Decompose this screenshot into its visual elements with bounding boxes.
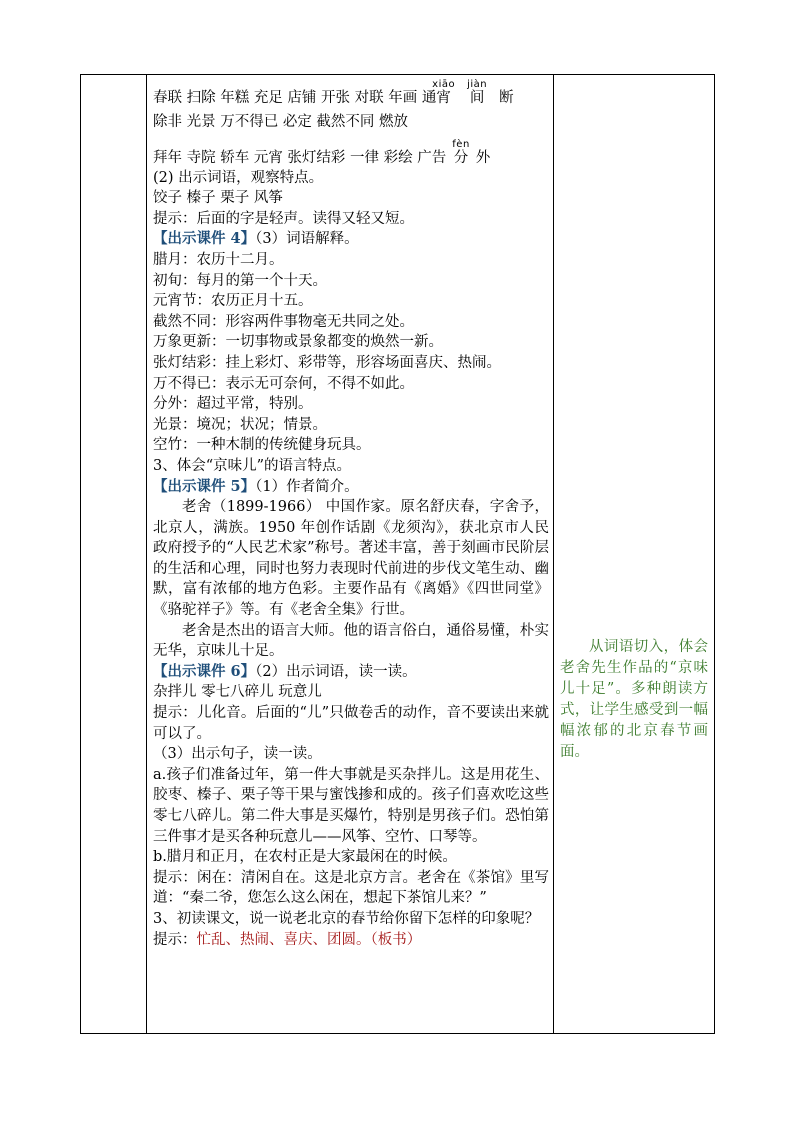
- vocab-line-2: 除非 光景 万不得已 必定 截然不同 燃放: [153, 114, 409, 130]
- step-2: (2) 出示词语，观察特点。: [153, 169, 324, 186]
- main-content-cell: [147, 75, 554, 1034]
- step-3: （3）出示句子，读一读。: [153, 746, 322, 763]
- definition: 张灯结彩：挂上彩灯、彩带等，形容场面喜庆、热闹。: [153, 354, 501, 371]
- design-intent-note: 从词语切入，体会老舍先生作品的“京味儿十足”。多种朗读方式，让学生感受到一幅幅浓郁的北京春节画面。: [560, 639, 708, 760]
- author-bio: 老舍（1899-1966） 中国作家。原名舒庆春，字舍予，北京人，满族。1950 年创作话剧《龙须沟》，获北京市人民政府授予的“人民艺术家”称号。著述丰富，善于刻画市民阶层的生活和心理，同时也努力表现时代前进的步伐文笔生动、幽默，富有浓郁的地方色彩。主要作品有《离婚》《四世同堂》《骆驼祥子》等。有《老舍全集》行世。: [153, 499, 549, 619]
- sentence-a: a.孩子们准备过年，第一件大事就是买杂拌儿。这是用花生、胶枣、榛子、栗子等干果与蜜饯掺和成的。孩子们喜欢吃这些零七八碎儿。第二件大事是买爆竹，特别是男孩子们。恐怕第三件事才是买各种玩意儿——风筝、空竹、口琴等。: [153, 766, 549, 845]
- final-tip: [153, 930, 549, 951]
- ruby-xiao: 宵xiāo: [432, 79, 456, 106]
- author-language: 老舍是杰出的语言大师。他的语言俗白，通俗易懂，朴实无华，京味儿十足。: [153, 622, 549, 660]
- ppt-4-heading: [153, 229, 549, 250]
- vocab-text: 断: [499, 90, 514, 106]
- vocab-text: 春联 扫除 年糕 充足 店铺 开张 对联 年画 通: [153, 90, 437, 106]
- definition: 光景：境况；状况；情景。: [153, 416, 327, 433]
- definition: 空竹：一种木制的传统健身玩具。: [153, 437, 371, 454]
- ppt-text: （2）出示词语，读一读。: [255, 663, 417, 680]
- sentence-b-tip: 提示：闲在：清闲自在。这是北京方言。老舍在《茶馆》里写道：“秦二爷，您怎么这么闲在，想起下茶馆儿来？”: [153, 869, 549, 907]
- definition: 万不得已：表示无可奈何，不得不如此。: [153, 375, 414, 392]
- ppt-label: 【出示课件 4】: [153, 230, 256, 248]
- light-tone-words: 饺子 榛子 栗子 风筝: [153, 190, 283, 207]
- light-tone-tip: 提示：后面的字是轻声。读得又轻又短。: [153, 210, 414, 227]
- erhua-tip: 提示：儿化音。后面的“儿”只做卷舌的动作，音不要读出来就可以了。: [153, 705, 549, 742]
- lesson-plan-table: [80, 74, 715, 1034]
- ppt-text: （3）词语解释。: [255, 231, 359, 248]
- definition: 分外：超过平常，特别。: [153, 396, 313, 413]
- table-row: [81, 75, 715, 1034]
- teaching-process: [147, 75, 553, 950]
- design-intent-cell: [554, 75, 715, 1034]
- erhua-words: 杂拌儿 零七八碎儿 玩意儿: [153, 684, 322, 701]
- definition: 腊月：农历十二月。: [153, 251, 284, 268]
- section-3-heading: 3、体会“京味儿”的语言特点。: [153, 457, 352, 474]
- ppt-5-heading: [153, 477, 549, 498]
- ruby-jian: 间jiàn: [467, 79, 488, 106]
- definition: 元宵节：农历正月十五。: [153, 293, 313, 310]
- ppt-text: （1）作者简介。: [255, 478, 359, 495]
- ppt-label: 【出示课件 6】: [153, 662, 256, 680]
- ppt-label: 【出示课件 5】: [153, 477, 256, 495]
- sentence-b: b.腊月和正月，在农村正是大家最闲在的时候。: [153, 849, 457, 866]
- section-3b-question: 3、初读课文，说一说老北京的春节给你留下怎样的印象呢？: [153, 910, 540, 927]
- vocab-text: 外: [475, 149, 491, 166]
- left-column-cell: [81, 75, 147, 1034]
- vocab-line-1: [153, 79, 549, 108]
- vocab-line-3: [153, 139, 549, 168]
- definition: 截然不同：形容两件事物毫无共同之处。: [153, 313, 414, 330]
- definition: 初旬：每月的第一个十天。: [153, 272, 327, 289]
- vocab-text: 拜年 寺院 轿车 元宵 张灯结彩 一律 彩绘 广告: [153, 149, 447, 166]
- ppt-6-heading: [153, 662, 549, 683]
- tip-prefix: 提示：: [153, 931, 197, 948]
- ruby-fen: 分fèn: [452, 138, 470, 166]
- board-notes: 忙乱、热闹、喜庆、团圆。（板书）: [196, 931, 422, 948]
- definition: 万象更新：一切事物或景象都变的焕然一新。: [153, 334, 443, 351]
